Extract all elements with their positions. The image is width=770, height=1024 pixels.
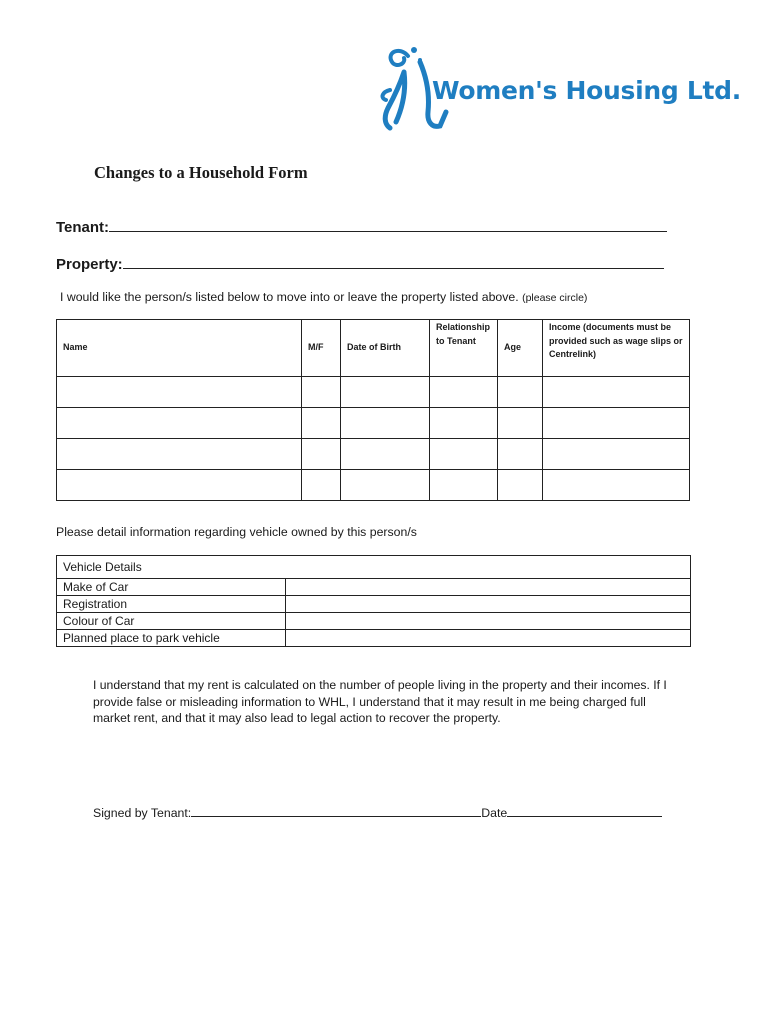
cell-dob[interactable]: [341, 377, 430, 408]
cell-age[interactable]: [498, 439, 543, 470]
intro-sentence: I would like the person/s listed below to move into or leave the property listed above.: [60, 290, 519, 304]
signature-row: [93, 806, 662, 820]
form-title: Changes to a Household Form: [94, 163, 308, 182]
vehicle-intro-text: Please detail information regarding vehicle owned by this person/s: [56, 525, 417, 539]
cell-mf[interactable]: [302, 470, 341, 501]
vehicle-details-table: [56, 555, 691, 647]
vehicle-row-label: Make of Car: [57, 579, 286, 596]
cell-relationship[interactable]: [430, 470, 498, 501]
cell-relationship[interactable]: [430, 408, 498, 439]
cell-relationship[interactable]: [430, 377, 498, 408]
vehicle-row-label: Registration: [57, 596, 286, 613]
cell-income[interactable]: [543, 377, 690, 408]
cell-name[interactable]: [57, 439, 302, 470]
col-name: Name: [57, 320, 302, 377]
logo-brand-text: Women's Housing Ltd.: [432, 76, 741, 105]
vehicle-parking-input[interactable]: [286, 630, 691, 647]
cell-dob[interactable]: [341, 439, 430, 470]
property-label: Property:: [56, 256, 123, 273]
cell-mf[interactable]: [302, 377, 341, 408]
col-dob: Date of Birth: [341, 320, 430, 377]
table-row: [57, 630, 691, 647]
col-income: Income (documents must be provided such as wage slips or Centrelink): [543, 320, 690, 377]
cell-mf[interactable]: [302, 408, 341, 439]
table-row: [57, 408, 690, 439]
table-header-row: [57, 320, 690, 377]
household-members-table: [56, 319, 690, 501]
table-row: [57, 579, 691, 596]
cell-age[interactable]: [498, 408, 543, 439]
vehicle-row-label: Planned place to park vehicle: [57, 630, 286, 647]
cell-age[interactable]: [498, 377, 543, 408]
cell-age[interactable]: [498, 470, 543, 501]
tenant-label: Tenant:: [56, 219, 110, 236]
cell-name[interactable]: [57, 408, 302, 439]
signature-input-line[interactable]: [191, 806, 481, 817]
col-age: Age: [498, 320, 543, 377]
table-row: [57, 596, 691, 613]
vehicle-registration-input[interactable]: [286, 596, 691, 613]
intro-note: (please circle): [522, 292, 588, 304]
table-row: [57, 439, 690, 470]
cell-dob[interactable]: [341, 408, 430, 439]
cell-dob[interactable]: [341, 470, 430, 501]
declaration-text: I understand that my rent is calculated on the number of people living in the property and their incomes. If I provide false or misleading information to WHL, I understand that it may result in me being charged full market rent, and that it may also lead to legal action to recover the property.: [93, 678, 667, 725]
cell-income[interactable]: [543, 439, 690, 470]
cell-income[interactable]: [543, 408, 690, 439]
cell-name[interactable]: [57, 470, 302, 501]
vehicle-colour-input[interactable]: [286, 613, 691, 630]
vehicle-header-row: [57, 556, 691, 579]
vehicle-row-label: Colour of Car: [57, 613, 286, 630]
signed-by-label: Signed by Tenant:: [93, 806, 192, 820]
intro-text: [60, 290, 587, 304]
cell-name[interactable]: [57, 377, 302, 408]
table-row: [57, 377, 690, 408]
vehicle-make-input[interactable]: [286, 579, 691, 596]
col-mf: M/F: [302, 320, 341, 377]
cell-income[interactable]: [543, 470, 690, 501]
table-row: [57, 470, 690, 501]
cell-relationship[interactable]: [430, 439, 498, 470]
date-input-line[interactable]: [507, 806, 662, 817]
vehicle-details-heading: Vehicle Details: [57, 556, 691, 579]
property-field-row: [56, 256, 664, 273]
date-label: Date: [481, 806, 508, 820]
logo-swirl-icon: [391, 51, 408, 65]
table-row: [57, 613, 691, 630]
tenant-input-line[interactable]: [109, 219, 667, 232]
cell-mf[interactable]: [302, 439, 341, 470]
tenant-field-row: [56, 219, 667, 236]
property-input-line[interactable]: [123, 256, 664, 269]
col-relationship: Relationship to Tenant: [430, 320, 498, 377]
